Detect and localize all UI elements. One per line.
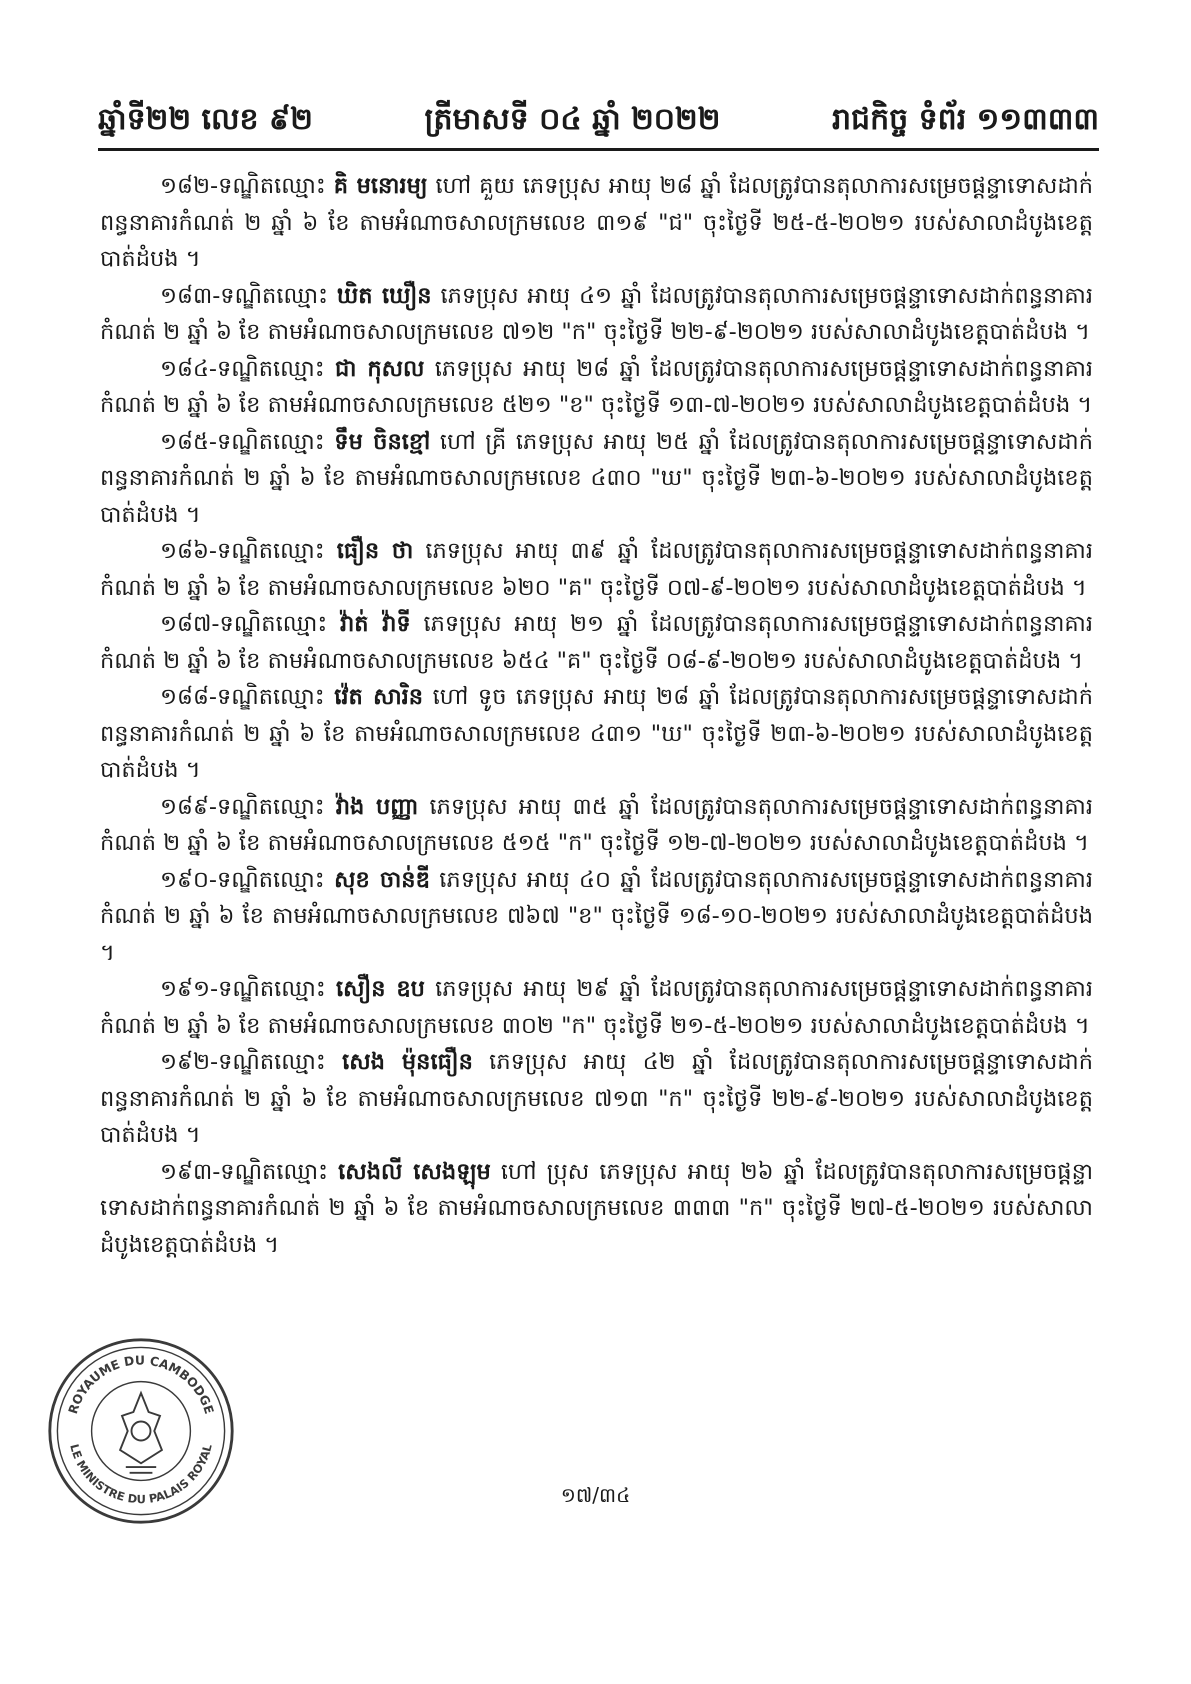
entry-list: [100, 168, 1093, 1263]
entry-label: -ទណ្ឌិតឈ្មោះ: [210, 976, 336, 1002]
entry-number: ១៩១: [160, 976, 210, 1002]
entry-label: -ទណ្ឌិតឈ្មោះ: [210, 1049, 343, 1075]
entry-number: ១៨៣: [160, 282, 213, 309]
entry-label: -ទណ្ឌិតឈ្មោះ: [211, 611, 341, 637]
header-quarter: ត្រីមាសទី ០៤ ឆ្នាំ ២០២២: [424, 102, 721, 137]
gazette-header: [98, 94, 1099, 144]
entry-text: ភេទប្រុស អាយុ ២៩ ឆ្នាំ ដែលត្រូវបានតុលាការសម្រេចផ្ដន្ទាទោសដាក់ពន្ធនាគារកំណត់ ២ ឆ្នាំ ៦ ខែ តាមអំណាចសាលក្រមលេខ ៣០២ "ក" ចុះថ្ងៃទី ២១-៥-២០២១ របស់សាលាដំបូងខេត្តបាត់ដំបង ។: [100, 976, 1094, 1039]
list-item: [100, 278, 1093, 351]
entry-text: ភេទប្រុស អាយុ ២១ ឆ្នាំ ដែលត្រូវបានតុលាការសម្រេចផ្ដន្ទាទោសដាក់ពន្ធនាគារកំណត់ ២ ឆ្នាំ ៦ ខែ តាមអំណាចសាលក្រមលេខ ៦៥៤ "គ" ចុះថ្ងៃទី ០៨-៩-២០២១ របស់សាលាដំបូងខេត្តបាត់ដំបង ។: [100, 611, 1093, 674]
entry-number: ១៩២: [160, 1049, 210, 1075]
entry-text: ហៅ ប្រុស ភេទប្រុស អាយុ ២៦ ឆ្នាំ ដែលត្រូវបានតុលាការសម្រេចផ្ដន្ទាទោសដាក់ពន្ធនាគារកំណត់ ២ ឆ្នាំ ៦ ខែ តាមអំណាចសាលក្រមលេខ ៣៣៣ "ក" ចុះថ្ងៃទី ២៧-៥-២០២១ របស់សាលាដំបូងខេត្តបាត់ដំបង ។: [100, 1158, 1094, 1258]
entry-number: ១៨៩: [160, 793, 209, 820]
royal-seal-stamp: [46, 1336, 236, 1526]
convict-name: វ៉ាត់ វ៉ាទី: [340, 611, 411, 637]
header-divider: [98, 148, 1099, 151]
entry-label: -ទណ្ឌិតឈ្មោះ: [208, 355, 335, 382]
entry-label: -ទណ្ឌិតឈ្មោះ: [208, 793, 336, 820]
entry-label: -ទណ្ឌិតឈ្មោះ: [208, 866, 335, 893]
list-item: [100, 1044, 1093, 1154]
entry-number: ១៨៨: [160, 684, 209, 710]
entry-text: ហៅ គ្រី ភេទប្រុស អាយុ ២៥ ឆ្នាំ ដែលត្រូវបានតុលាការសម្រេចផ្ដន្ទាទោសដាក់ពន្ធនាគារកំណត់ ២ ឆ្នាំ ៦ ខែ តាមអំណាចសាលក្រមលេខ ៤៣០ "ឃ" ចុះថ្ងៃទី ២៣-៦-២០២១ របស់សាលាដំបូងខេត្តបាត់ដំបង ។: [100, 428, 1093, 528]
convict-name: ធឿន ថា: [336, 538, 414, 564]
page-number: ១៧/៣៤: [560, 1483, 631, 1507]
list-item: [100, 606, 1093, 679]
svg-text:LE MINISTRE DU PALAIS ROYAL: LE MINISTRE DU PALAIS ROYAL: [67, 1442, 215, 1507]
entry-label: -ទណ្ឌិតឈ្មោះ: [208, 538, 337, 564]
entry-text: ភេទប្រុស អាយុ ២៨ ឆ្នាំ ដែលត្រូវបានតុលាការសម្រេចផ្ដន្ទាទោសដាក់ពន្ធនាគារកំណត់ ២ ឆ្នាំ ៦ ខែ តាមអំណាចសាលក្រមលេខ ៥២១ "ខ" ចុះថ្ងៃទី ១៣-៧-២០២១ របស់សាលាដំបូងខេត្តបាត់ដំបង ។: [100, 355, 1094, 418]
entry-label: -ទណ្ឌិតឈ្មោះ: [210, 173, 334, 199]
entry-label: -ទណ្ឌិតឈ្មោះ: [208, 684, 335, 710]
convict-name: សេងលី សេងឡុម: [338, 1158, 491, 1185]
convict-name: សុខ ចាន់ឌី: [334, 866, 430, 893]
header-page-ref: រាជកិច្ច ទំព័រ ១១៣៣៣: [832, 102, 1099, 137]
entry-label: -ទណ្ឌិតឈ្មោះ: [208, 428, 335, 455]
convict-name: វ៉ាង បញ្ញា: [335, 793, 419, 820]
convict-name: គិ មនោរម្យ: [333, 173, 428, 199]
entry-number: ១៨២: [160, 173, 210, 199]
entry-text: ហៅ ទូច ភេទប្រុស អាយុ ២៨ ឆ្នាំ ដែលត្រូវបានតុលាការសម្រេចផ្ដន្ទាទោសដាក់ពន្ធនាគារកំណត់ ២ ឆ្នាំ ៦ ខែ តាមអំណាចសាលក្រមលេខ ៤៣១ "ឃ" ចុះថ្ងៃទី ២៣-៦-២០២១ របស់សាលាដំបូងខេត្តបាត់ដំបង ។: [100, 684, 1094, 783]
convict-name: សឿន ឧប: [335, 976, 425, 1002]
list-item: [100, 1154, 1093, 1264]
convict-name: វ៉េត សារិន: [334, 684, 424, 710]
entry-number: ១៨៧: [160, 611, 212, 637]
convict-name: ឃិត ឃឿន: [336, 282, 432, 309]
convict-name: សេង ម៉ុនធឿន: [342, 1049, 473, 1075]
list-item: [100, 862, 1093, 972]
convict-name: ជា កុសល: [334, 355, 425, 382]
entry-text: ភេទប្រុស អាយុ ៤២ ឆ្នាំ ដែលត្រូវបានតុលាការសម្រេចផ្ដន្ទាទោសដាក់ពន្ធនាគារកំណត់ ២ ឆ្នាំ ៦ ខែ តាមអំណាចសាលក្រមលេខ ៧១៣ "ក" ចុះថ្ងៃទី ២២-៩-២០២១ របស់សាលាដំបូងខេត្តបាត់ដំបង ។: [100, 1049, 1093, 1148]
entry-number: ១៨៦: [160, 538, 209, 564]
list-item: [100, 789, 1093, 862]
entry-text: ភេទប្រុស អាយុ ៤១ ឆ្នាំ ដែលត្រូវបានតុលាការសម្រេចផ្ដន្ទាទោសដាក់ពន្ធនាគារកំណត់ ២ ឆ្នាំ ៦ ខែ តាមអំណាចសាលក្រមលេខ ៧១២ "ក" ចុះថ្ងៃទី ២២-៩-២០២១ របស់សាលាដំបូងខេត្តបាត់ដំបង ។: [100, 282, 1093, 345]
entry-text: ភេទប្រុស អាយុ ៣៥ ឆ្នាំ ដែលត្រូវបានតុលាការសម្រេចផ្ដន្ទាទោសដាក់ពន្ធនាគារកំណត់ ២ ឆ្នាំ ៦ ខែ តាមអំណាចសាលក្រមលេខ ៥១៥ "ក" ចុះថ្ងៃទី ១២-៧-២០២១ របស់សាលាដំបូងខេត្តបាត់ដំបង ។: [100, 793, 1093, 856]
entry-label: -ទណ្ឌិតឈ្មោះ: [212, 1158, 339, 1185]
entry-label: -ទណ្ឌិតឈ្មោះ: [212, 282, 337, 309]
entry-text: ភេទប្រុស អាយុ ៣៩ ឆ្នាំ ដែលត្រូវបានតុលាការសម្រេចផ្ដន្ទាទោសដាក់ពន្ធនាគារកំណត់ ២ ឆ្នាំ ៦ ខែ តាមអំណាចសាលក្រមលេខ ៦២០ "គ" ចុះថ្ងៃទី ០៧-៩-២០២១ របស់សាលាដំបូងខេត្តបាត់ដំបង ។: [100, 538, 1093, 601]
list-item: [100, 168, 1093, 278]
list-item: [100, 424, 1093, 534]
entry-number: ១៩០: [160, 866, 209, 893]
convict-name: ទឹម ចិនខ្មៅ: [334, 428, 431, 455]
svg-text:ROYAUME DU CAMBODGE: ROYAUME DU CAMBODGE: [65, 1353, 217, 1416]
entry-number: ១៨៥: [160, 428, 209, 455]
entry-number: ១៩៣: [160, 1158, 213, 1185]
list-item: [100, 679, 1093, 789]
entry-number: ១៨៤: [160, 355, 209, 382]
header-issue: ឆ្នាំទី២២ លេខ ៩២: [98, 102, 313, 137]
entry-text: ភេទប្រុស អាយុ ៤០ ឆ្នាំ ដែលត្រូវបានតុលាការសម្រេចផ្ដន្ទាទោសដាក់ពន្ធនាគារកំណត់ ២ ឆ្នាំ ៦ ខែ តាមអំណាចសាលក្រមលេខ ៧៦៧ "ខ" ចុះថ្ងៃទី ១៨-១០-២០២១ របស់សាលាដំបូងខេត្តបាត់ដំបង ។: [100, 866, 1093, 966]
list-item: [100, 971, 1093, 1044]
list-item: [100, 351, 1093, 424]
list-item: [100, 533, 1093, 606]
entry-text: ហៅ គួយ ភេទប្រុស អាយុ ២៨ ឆ្នាំ ដែលត្រូវបានតុលាការសម្រេចផ្ដន្ទាទោសដាក់ពន្ធនាគារកំណត់ ២ ឆ្នាំ ៦ ខែ តាមអំណាចសាលក្រមលេខ ៣១៩ "ជ" ចុះថ្ងៃទី ២៥-៥-២០២១ របស់សាលាដំបូងខេត្តបាត់ដំបង ។: [100, 173, 1094, 272]
